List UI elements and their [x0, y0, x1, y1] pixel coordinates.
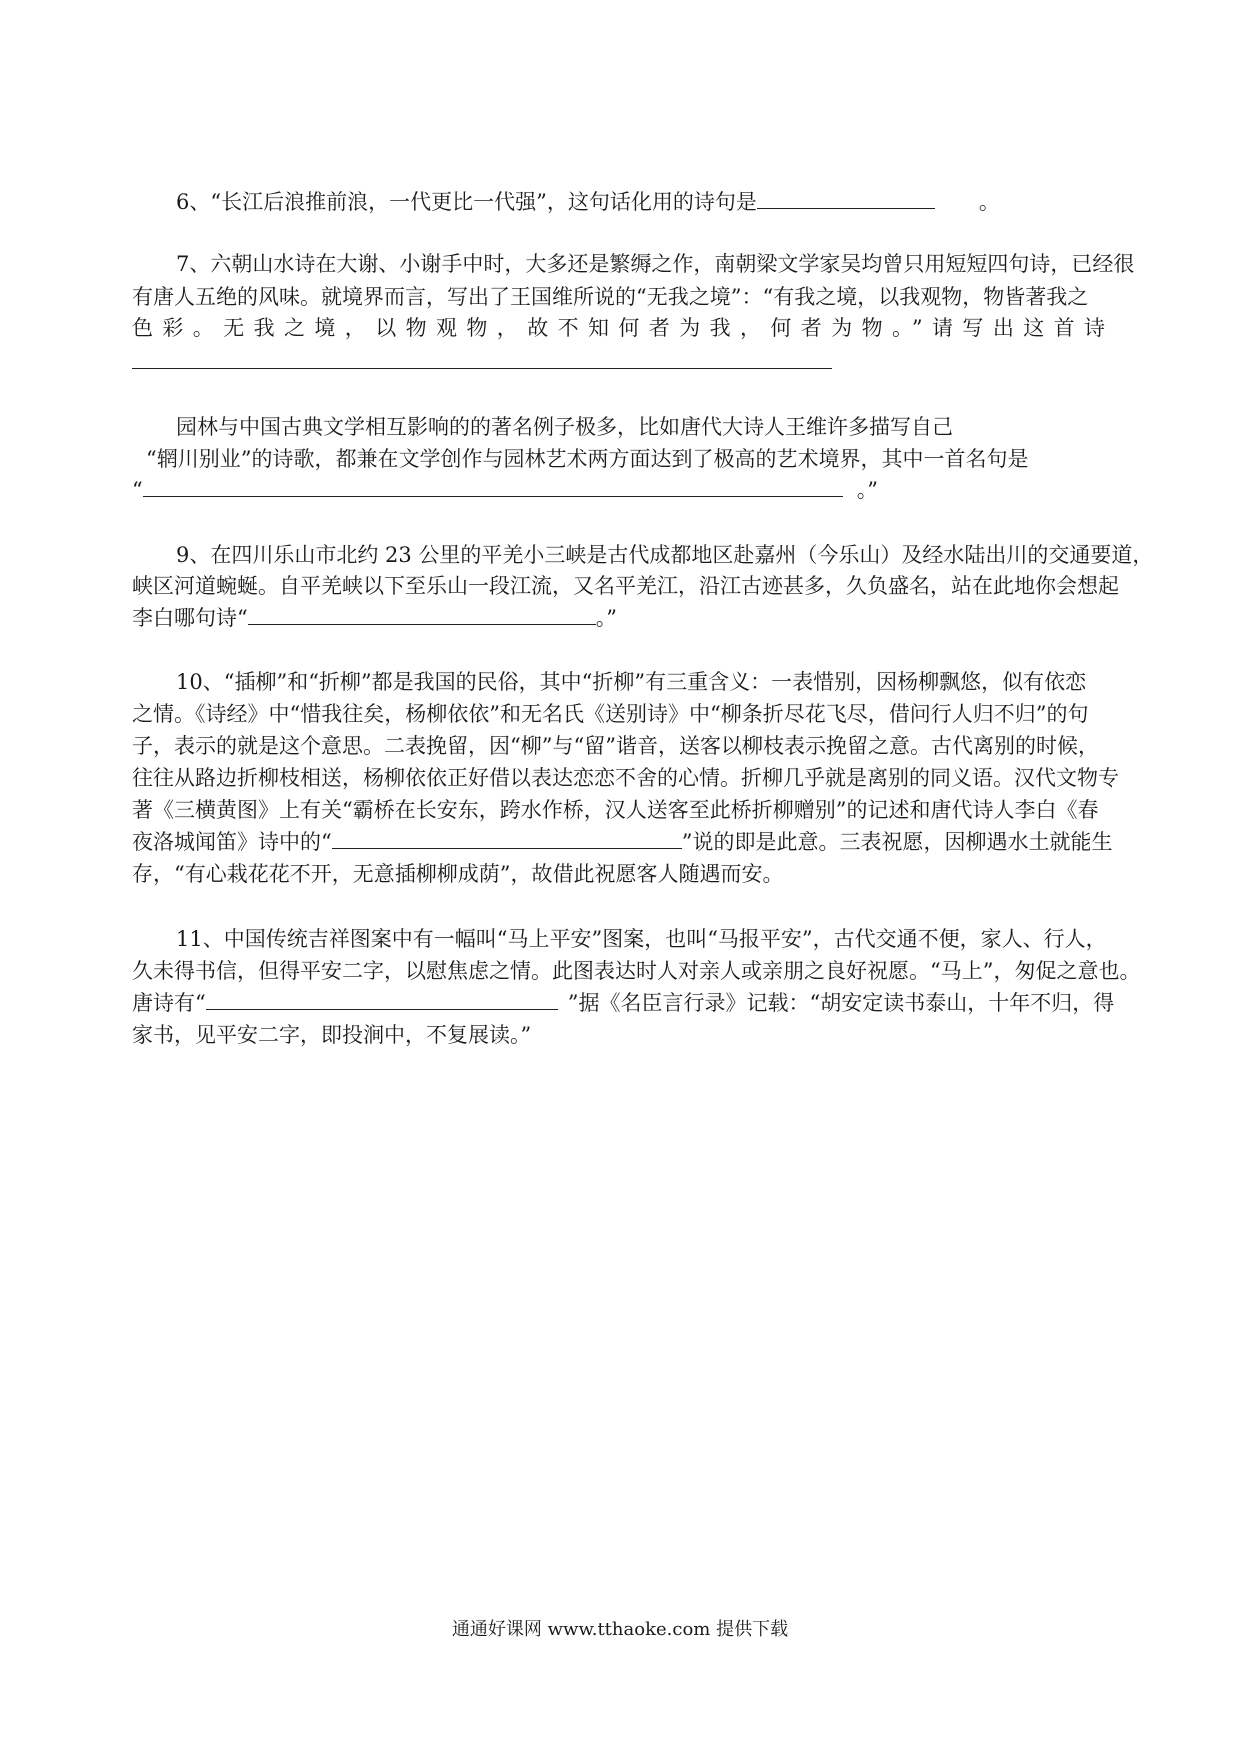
question-6 [176, 188, 1206, 216]
question-9-line-3 [132, 604, 1162, 632]
question-10-line-1: 10、“插柳”和“折柳”都是我国的民俗，其中“折柳”有三重含义：一表惜别，因杨柳飘悠，似有依恋 [176, 670, 1087, 694]
question-6-end: 。 [978, 190, 1000, 214]
question-7-line-1: 7、六朝山水诗在大谢、小谢手中时，大多还是繁缛之作，南朝梁文学家吴均曾只用短短四句诗，已经很 [176, 252, 1135, 276]
question-10-line-6-end: ”说的即是此意。三表祝愿，因柳遇水土就能生 [681, 830, 1113, 854]
question-9-line-3-end: 。” [595, 606, 617, 630]
question-11-answer-blank[interactable] [206, 989, 558, 1010]
question-11-line-3 [132, 989, 1162, 1017]
question-8-line-1: 园林与中国古典文学相互影响的的著名例子极多，比如唐代大诗人王维许多描写自己 [176, 415, 953, 439]
question-8-line-3 [132, 476, 1162, 504]
question-7-line-3: 色彩。无我之境，以物观物，故不知何者为我，何者为物。”请写出这首诗 [132, 316, 1115, 340]
question-10-line-6 [132, 828, 1162, 856]
question-9-line-2: 峡区河道蜿蜒。自平羌峡以下至乐山一段江流，又名平羌江，沿江古迹甚多，久负盛名，站在此地你会想起 [132, 574, 1119, 598]
question-6-text: 6、“长江后浪推前浪，一代更比一代强”，这句话化用的诗句是 [176, 190, 757, 214]
question-9-line-1: 9、在四川乐山市北约 23 公里的平羌小三峡是古代成都地区赴嘉州（今乐山）及经水陆出川的交通要道， [176, 543, 1154, 567]
question-10-answer-blank[interactable] [332, 828, 682, 849]
question-11-line-4: 家书，见平安二字，即投涧中，不复展读。” [132, 1023, 532, 1047]
question-6-answer-blank[interactable] [757, 188, 935, 209]
question-9-answer-blank[interactable] [248, 604, 596, 625]
question-9-line-3-text: 李白哪句诗“ [132, 606, 248, 630]
question-7-answer-blank[interactable] [132, 368, 832, 369]
question-7-line-2: 有唐人五绝的风味。就境界而言，写出了王国维所说的“无我之境”：“有我之境，以我观物，物皆著我之 [132, 285, 1089, 309]
question-10-line-7: 存，“有心栽花花不开，无意插柳柳成荫”，故借此祝愿客人随遇而安。 [132, 862, 784, 886]
question-10-line-6-text: 夜洛城闻笛》诗中的“ [132, 830, 332, 854]
question-11-line-3-end: ”据《名臣言行录》记载：“胡安定读书泰山，十年不归，得 [567, 991, 1115, 1015]
question-8-open-quote: “ [132, 478, 143, 502]
question-10-line-3: 子，表示的就是这个意思。二表挽留，因“柳”与“留”谐音，送客以柳枝表示挽留之意。古代离别的时候， [132, 734, 1099, 758]
question-11-line-1: 11、中国传统吉祥图案中有一幅叫“马上平安”图案，也叫“马报平安”，古代交通不便，家人、行人， [176, 927, 1107, 951]
question-8-answer-blank[interactable] [143, 476, 843, 497]
question-8-line-2: “辋川别业”的诗歌，都兼在文学创作与园林艺术两方面达到了极高的艺术境界，其中一首名句是 [146, 447, 1029, 471]
question-10-line-2: 之情。《诗经》中“惜我往矣，杨柳依依”和无名氏《送别诗》中“柳条折尽花飞尽，借问行人归不归”的句 [132, 702, 1089, 726]
question-11-line-2: 久未得书信，但得平安二字，以慰焦虑之情。此图表达时人对亲人或亲朋之良好祝愿。“马上”，匆促之意也。 [132, 959, 1141, 983]
question-10-line-5: 著《三横黄图》上有关“霸桥在长安东，跨水作桥，汉人送客至此桥折柳赠别”的记述和唐代诗人李白《春 [132, 798, 1099, 822]
question-8-close-quote: 。” [856, 478, 878, 502]
question-10-line-4: 往往从路边折柳枝相送，杨柳依依正好借以表达恋恋不舍的心情。折柳几乎就是离别的同义语。汉代文物专 [132, 766, 1119, 790]
page-footer: 通通好课网 www.tthaoke.com 提供下载 [451, 1619, 789, 1640]
question-11-line-3-text: 唐诗有“ [132, 991, 206, 1015]
